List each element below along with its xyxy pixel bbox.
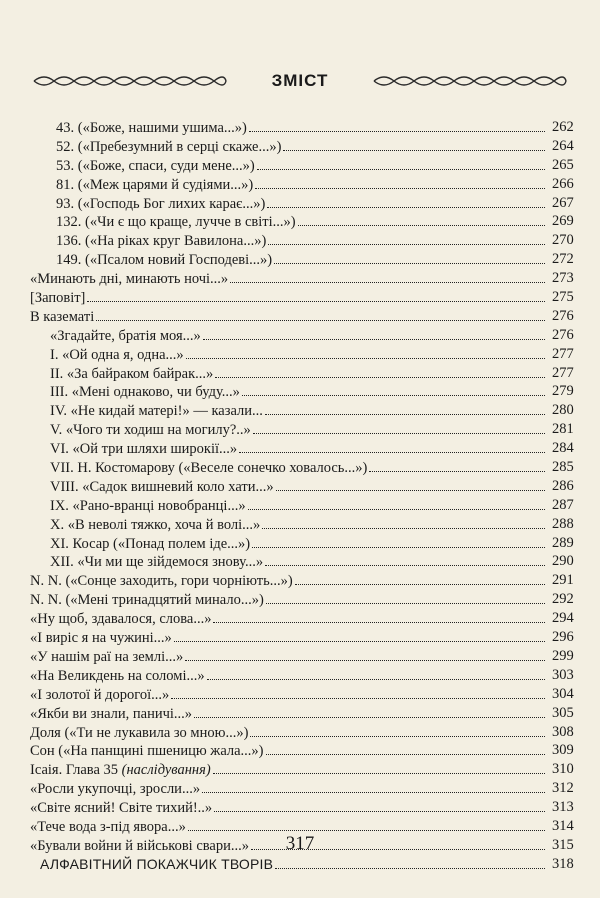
toc-entry-page: 284: [552, 440, 574, 457]
dot-leader: [266, 590, 545, 604]
dot-leader: [249, 118, 545, 132]
dot-leader: [215, 364, 545, 378]
dot-leader: [265, 401, 545, 415]
dot-leader: [171, 685, 545, 699]
toc-entry-page: 280: [552, 402, 574, 419]
toc-entry-title: Доля («Ти не лукавила зо мною...»): [30, 724, 249, 741]
toc-entry-title: АЛФАВІТНИЙ ПОКАЖЧИК ТВОРІВ: [40, 855, 274, 872]
toc-entry: [0, 534, 600, 553]
toc-entry: [0, 137, 600, 156]
toc-entry: [0, 307, 600, 326]
toc-entry: [0, 496, 600, 515]
toc-entry: [0, 439, 600, 458]
dot-leader: [257, 156, 545, 170]
toc-entry-page: 304: [552, 685, 574, 702]
toc-entry: [0, 156, 600, 175]
page-number: 317: [285, 833, 315, 854]
toc-entry-page: 262: [552, 119, 574, 135]
toc-entry: [0, 326, 600, 345]
toc-entry: [0, 779, 600, 798]
toc-entry-title: I. «Ой одна я, одна...»: [50, 346, 184, 363]
toc-entry-page: 270: [552, 232, 574, 249]
toc-entry-title: III. «Мені однаково, чи буду...»: [50, 384, 240, 401]
toc-entry-title: «Ну щоб, здавалося, слова...»: [30, 611, 212, 628]
toc-entry-page: 269: [552, 213, 574, 230]
toc-entry-title: «Минають дні, минають ночі...»: [30, 271, 229, 288]
toc-entry-title: N. N. («Мені тринадцятий минало...»): [30, 592, 264, 609]
toc-entry-title: X. «В неволі тяжко, хоча й волі...»: [50, 516, 261, 533]
toc-entry-title: N. N. («Сонце заходить, гори чорніють...»): [30, 573, 293, 590]
toc-entry: [0, 741, 600, 760]
toc-entry: [0, 704, 600, 723]
dot-leader: [87, 288, 545, 302]
toc-entry-title: «Якби ви знали, паничі...»: [30, 705, 193, 722]
dot-leader: [213, 609, 545, 623]
toc-entry-title: «Світе ясний! Світе тихий!..»: [30, 800, 213, 817]
toc-entry-title: 52. («Пребезумний в серці скаже...»): [56, 138, 282, 155]
dot-leader: [283, 137, 545, 151]
dot-leader: [203, 326, 545, 340]
toc-entry-page: 303: [552, 666, 574, 683]
toc-entry: [0, 118, 600, 137]
toc-entry-page: 294: [552, 610, 574, 627]
dot-leader: [174, 628, 545, 642]
dot-leader: [295, 571, 545, 585]
toc-entry-title: XI. Косар («Понад полем іде...»): [50, 535, 251, 552]
toc-entry-title: IV. «Не кидай матері!» — казали...: [50, 403, 263, 420]
toc-entry-title: XII. «Чи ми ще зійдемося знову...»: [50, 554, 264, 571]
toc-entry: [0, 760, 600, 779]
toc-entry-page: 264: [552, 137, 574, 154]
dot-leader: [239, 439, 545, 453]
toc-entry-page: 291: [552, 572, 574, 589]
toc-entry-page: 266: [552, 175, 574, 192]
toc-entry-title: II. «За байраком байрак...»: [50, 365, 214, 382]
dot-leader: [267, 194, 545, 208]
toc-entry-title: «Згадайте, братія моя...»: [50, 327, 201, 344]
dot-leader: [262, 515, 545, 529]
toc-entry: [0, 477, 600, 496]
dot-leader: [369, 458, 545, 472]
toc-entry: [0, 401, 600, 420]
toc-entry: [0, 647, 600, 666]
toc-entry-title: «Росли укупочці, зросли...»: [30, 781, 201, 798]
toc-entry-page: 276: [552, 326, 574, 343]
toc-entry-title: 43. («Боже, нашими ушима...»): [56, 120, 247, 136]
toc-entry-page: 290: [552, 553, 574, 570]
dot-leader: [265, 552, 545, 566]
toc-entry-title: 93. («Господь Бог лихих карає...»): [56, 195, 266, 212]
toc-entry: [0, 685, 600, 704]
dot-leader: [188, 817, 545, 831]
dot-leader: [230, 269, 545, 283]
toc-entry-page: 287: [552, 496, 574, 513]
toc-entry-page: 265: [552, 156, 574, 173]
dot-leader: [266, 741, 545, 755]
toc-entry: [0, 798, 600, 817]
dot-leader: [96, 307, 545, 321]
toc-entry-note: (наслідування): [118, 762, 211, 779]
toc-entry: [0, 458, 600, 477]
toc-entry-title: «І виріс я на чужині...»: [30, 630, 172, 647]
dot-leader: [275, 855, 545, 869]
toc-entry: [0, 420, 600, 439]
toc-entry-page: 312: [552, 780, 574, 797]
toc-entry-page: 277: [552, 364, 574, 381]
toc-entry-page: 318: [552, 855, 574, 872]
toc-entry-title: В казематі: [30, 308, 95, 325]
toc-entry-title: [Заповіт]: [30, 290, 86, 307]
toc-entry: [0, 515, 600, 534]
toc-list: [0, 118, 600, 874]
dot-leader: [268, 231, 545, 245]
toc-entry-title: VII. Н. Костомарову («Веселе сонечко ховалось...»): [50, 460, 368, 477]
toc-entry: [0, 345, 600, 364]
toc-entry-title: 53. («Боже, спаси, суди мене...»): [56, 157, 255, 174]
ornament-left-icon: [30, 72, 230, 90]
dot-leader: [276, 477, 545, 491]
toc-entry: [0, 364, 600, 383]
toc-entry: [0, 175, 600, 194]
toc-entry-title: VI. «Ой три шляхи широкії...»: [50, 441, 238, 458]
toc-entry-title: 132. («Чи є що краще, лучче в світі...»): [56, 214, 296, 231]
toc-entry: [0, 855, 600, 874]
toc-entry-page: 310: [552, 761, 574, 778]
dot-leader: [274, 250, 545, 264]
toc-entry-page: 288: [552, 515, 574, 532]
toc-entry-page: 313: [552, 799, 574, 816]
dot-leader: [248, 496, 545, 510]
toc-entry: [0, 269, 600, 288]
toc-entry: [0, 194, 600, 213]
toc-entry-page: 281: [552, 421, 574, 438]
toc-entry-page: 279: [552, 383, 574, 400]
toc-entry-title: «І золотої й дорогої...»: [30, 686, 170, 703]
toc-entry-page: 292: [552, 591, 574, 608]
toc-entry-page: 299: [552, 647, 574, 664]
toc-entry-title: V. «Чого ти ходиш на могилу?..»: [50, 422, 251, 439]
toc-entry: [0, 212, 600, 231]
toc-header: [30, 66, 570, 96]
toc-entry-title: Сон («На панщині пшеницю жала...»): [30, 743, 264, 760]
dot-leader: [214, 798, 545, 812]
dot-leader: [252, 534, 545, 548]
dot-leader: [255, 175, 545, 189]
dot-leader: [185, 647, 545, 661]
toc-entry-page: 273: [552, 270, 574, 287]
toc-entry-title: «У нашім раї на землі...»: [30, 648, 184, 665]
toc-entry-title: 136. («На ріках круг Вавилона...»): [56, 233, 267, 250]
toc-entry-page: 275: [552, 289, 574, 306]
toc-entry: [0, 590, 600, 609]
toc-entry-page: 296: [552, 629, 574, 646]
toc-entry: [0, 628, 600, 647]
toc-entry-title: «Бували войни й військові свари...»: [30, 837, 249, 854]
toc-entry-page: 276: [552, 307, 574, 324]
toc-entry: [0, 666, 600, 685]
ornament-right-icon: [370, 72, 570, 90]
toc-entry-title: «На Великдень на соломі...»: [30, 667, 205, 684]
toc-entry-page: 305: [552, 704, 574, 721]
toc-entry: [0, 250, 600, 269]
toc-entry-page: 286: [552, 477, 574, 494]
toc-entry: [0, 609, 600, 628]
toc-entry-page: 309: [552, 742, 574, 759]
toc-entry-title: IX. «Рано-вранці новобранці...»: [50, 497, 246, 514]
toc-entry-page: 314: [552, 817, 574, 834]
dot-leader: [298, 212, 545, 226]
dot-leader: [242, 382, 545, 396]
toc-entry-page: 315: [552, 836, 574, 853]
dot-leader: [250, 723, 545, 737]
toc-entry-page: 267: [552, 194, 574, 211]
toc-entry-page: 285: [552, 459, 574, 476]
toc-entry-title: 149. («Псалом новий Господеві...»): [56, 252, 273, 269]
toc-title: ЗМІСТ: [271, 71, 329, 90]
toc-entry: [0, 571, 600, 590]
toc-entry-title: VIII. «Садок вишневий коло хати...»: [50, 478, 274, 495]
toc-entry: [0, 231, 600, 250]
toc-entry: [0, 723, 600, 742]
toc-entry-page: 277: [552, 345, 574, 362]
dot-leader: [194, 704, 545, 718]
dot-leader: [186, 345, 545, 359]
toc-entry-title: «Тече вода з-під явора...»: [30, 818, 186, 835]
toc-entry-page: 308: [552, 723, 574, 740]
toc-entry: [0, 288, 600, 307]
toc-entry-title: 81. («Меж царями й судіями...»): [56, 176, 254, 193]
dot-leader: [213, 760, 545, 774]
dot-leader: [207, 666, 545, 680]
toc-entry: [0, 382, 600, 401]
dot-leader: [253, 420, 545, 434]
toc-entry: [0, 552, 600, 571]
dot-leader: [202, 779, 545, 793]
toc-entry-page: 272: [552, 251, 574, 268]
toc-entry-title: Ісаія. Глава 35 (наслідування): [30, 762, 211, 779]
toc-entry-page: 289: [552, 534, 574, 551]
